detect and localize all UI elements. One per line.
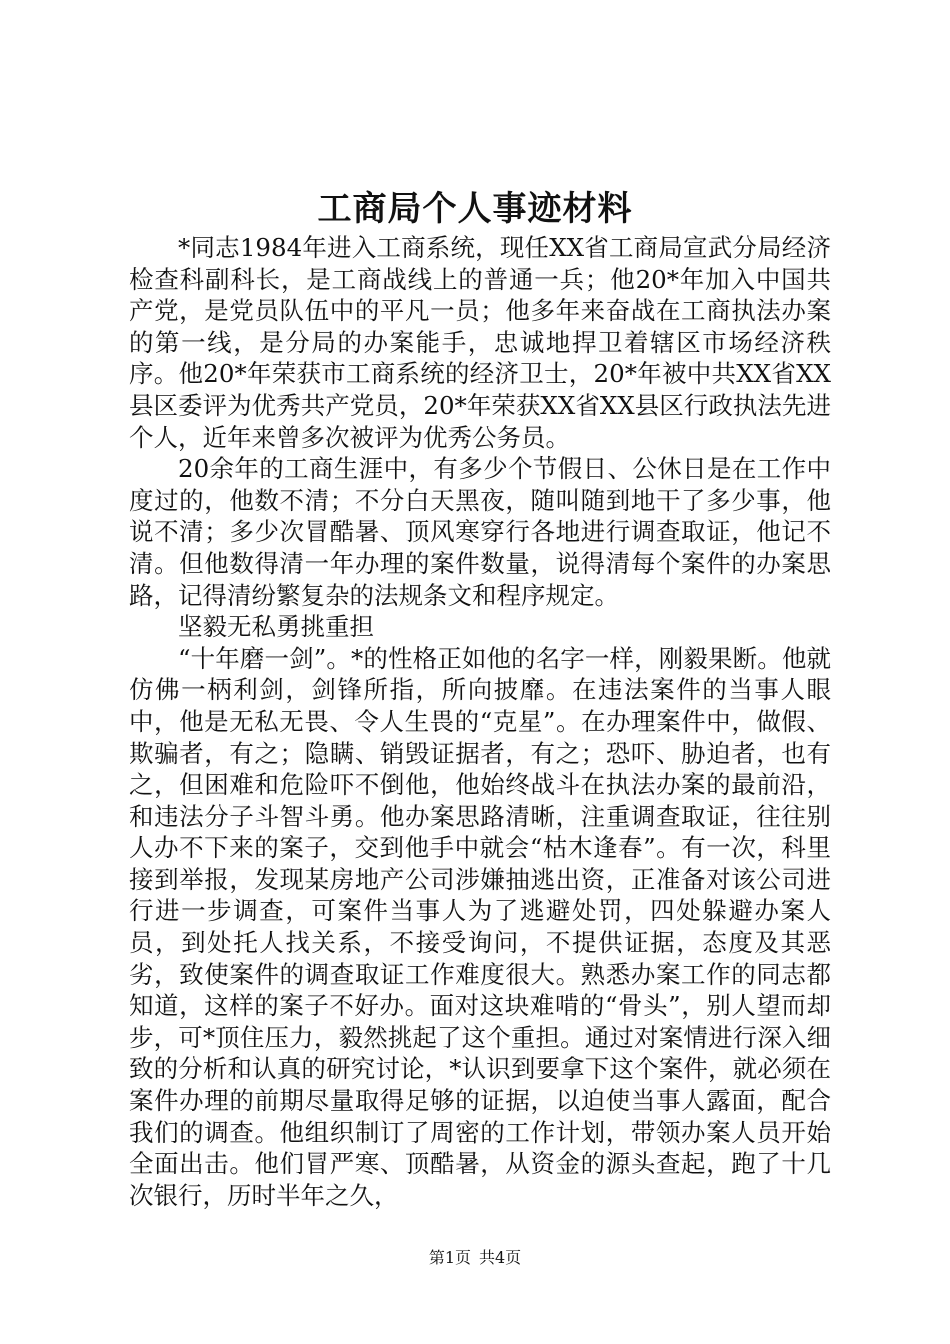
section-heading: 坚毅无私勇挑重担 xyxy=(178,612,374,642)
page-number: 第1页 xyxy=(428,1248,471,1267)
page-total: 共4页 xyxy=(479,1248,522,1267)
page-footer xyxy=(0,1248,950,1268)
paragraph-intro: *同志1984年进入工商系统，现任XX省工商局宣武分局经济检查科副科长，是工商战线上的普通一兵；他20*年加入中国共产党，是党员队伍中的平凡一员；他多年来奋战在工商执法办案的第一线，是分局的办案能手，忠诚地捍卫着辖区市场经济秩序。他20*年荣获市工商系统的经济卫士，20*年被中共XX省XX县区委评为优秀共产党员，20*年荣获XX省XX县区行政执法先进个人，近年来曾多次被评为优秀公务员。 xyxy=(129,233,831,452)
document-body xyxy=(129,232,831,1211)
paragraph-career: 20余年的工商生涯中，有多少个节假日、公休日是在工作中度过的，他数不清；不分白天黑夜，随叫随到地干了多少事，他说不清；多少次冒酷暑、顶风寒穿行各地进行调查取证，他记不清。但他数得清一年办理的案件数量，说得清每个案件的办案思路，记得清纷繁复杂的法规条文和程序规定。 xyxy=(129,454,831,610)
document-title: 工商局个人事迹材料 xyxy=(317,189,633,229)
paragraph-case: “十年磨一剑”。*的性格正如他的名字一样，刚毅果断。他就仿佛一柄利剑，剑锋所指，所向披靡。在违法案件的当事人眼中，他是无私无畏、令人生畏的“克星”。在办理案件中，做假、欺骗者，有之；隐瞒、销毁证据者，有之；恐吓、胁迫者，也有之，但困难和危险吓不倒他，他始终战斗在执法办案的最前沿，和违法分子斗智斗勇。他办案思路清晰，注重调查取证，往往别人办不下来的案子，交到他手中就会“枯木逢春”。有一次，科里接到举报，发现某房地产公司涉嫌抽逃出资，正准备对该公司进行进一步调查，可案件当事人为了逃避处罚，四处躲避办案人员，到处托人找关系，不接受询问，不提供证据，态度及其恶劣，致使案件的调查取证工作难度很大。熟悉办案工作的同志都知道，这样的案子不好办。面对这块难啃的“骨头”，别人望而却步，可*顶住压力，毅然挑起了这个重担。通过对案情进行深入细致的分析和认真的研究讨论，*认识到要拿下这个案件，就必须在案件办理的前期尽量取得足够的证据，以迫使当事人露面，配合我们的调查。他组织制订了周密的工作计划，带领办案人员开始全面出击。他们冒严寒、顶酷暑，从资金的源头查起，跑了十几次银行，历时半年之久， xyxy=(129,643,831,1210)
